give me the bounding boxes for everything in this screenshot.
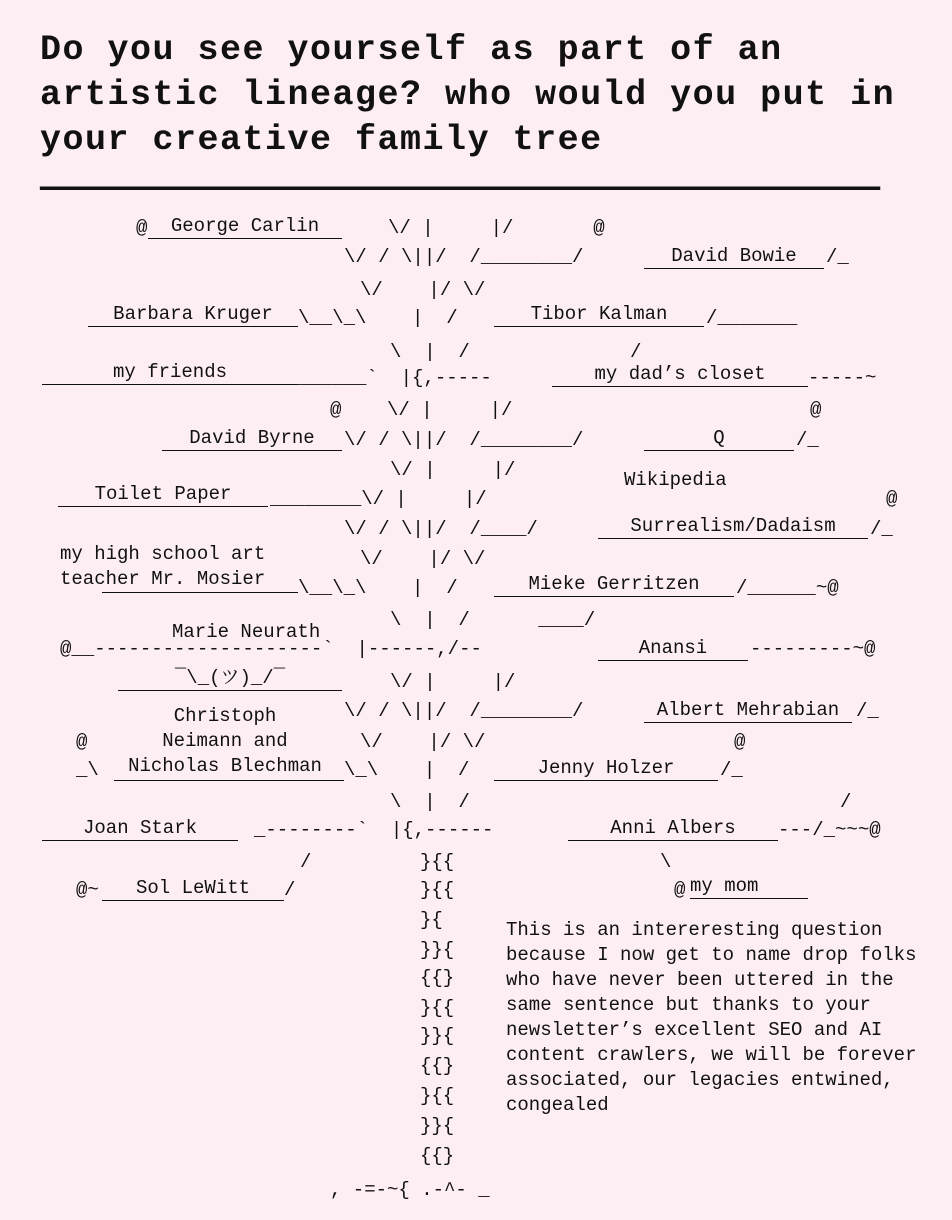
tree-roots: , -=-~{ .-^- _: [330, 1179, 490, 1201]
trunk-row: }{{: [420, 1085, 455, 1107]
name-toilet-paper: Toilet Paper: [58, 482, 268, 507]
name-jenny-holzer: Jenny Holzer: [494, 756, 718, 781]
name-david-bowie: David Bowie: [644, 244, 824, 269]
name-my-mom: my mom: [690, 874, 808, 899]
name-joan-stark: Joan Stark: [42, 816, 238, 841]
name-george-carlin: George Carlin: [148, 214, 342, 239]
name-sol-lewitt: Sol LeWitt: [102, 876, 284, 901]
name-tibor-kalman: Tibor Kalman: [494, 302, 704, 327]
name-mieke-gerritzen: Mieke Gerritzen: [494, 572, 734, 597]
name-anansi: Anansi: [598, 636, 748, 661]
trunk-row: }}{: [420, 1025, 455, 1047]
trunk-row: }{{: [420, 851, 455, 873]
name-albert-mehrabian: Albert Mehrabian: [644, 698, 852, 723]
trunk-row: }}{: [420, 939, 455, 961]
name-surrealism-dadaism: Surrealism/Dadaism: [598, 514, 868, 539]
name-art-teacher: my high school art teacher Mr. Mosier: [60, 543, 266, 590]
name-christoph-nicholas: Christoph Neimann and Nicholas Blechman: [128, 705, 322, 777]
name-anni-albers: Anni Albers: [568, 816, 778, 841]
page-title: Do you see yourself as part of an artistic lineage? who would you put in your creative family tree: [40, 30, 918, 160]
trunk-row: {{}: [420, 967, 455, 989]
name-barbara-kruger: Barbara Kruger: [88, 302, 298, 327]
title-divider: ————————————————————————————————————————: [40, 168, 881, 208]
answer-note: This is an intereresting question because I now get to name drop folks who have never been uttered in the same sentence but thanks to your newsletter’s excellent SEO and AI content crawlers, we will be forever associated, our legacies entwined, congealed: [506, 919, 928, 1116]
name-q: Q: [644, 426, 794, 451]
name-shrug: ¯\_(ツ)_/¯: [118, 666, 342, 691]
trunk-row: {{}: [420, 1055, 455, 1077]
name-my-dads-closet: my dad’s closet: [552, 362, 808, 387]
name-wikipedia: Wikipedia: [624, 469, 727, 491]
name-david-byrne: David Byrne: [162, 426, 342, 451]
art-teacher-branch: [102, 592, 298, 593]
trunk-row: }}{: [420, 1115, 455, 1137]
trunk-row: }{{: [420, 879, 455, 901]
trunk-row: }{{: [420, 997, 455, 1019]
trunk-row: }{: [420, 909, 443, 931]
christoph-branch: [114, 780, 344, 781]
name-marie-neurath: Marie Neurath: [172, 621, 321, 643]
name-my-friends: my friends: [42, 360, 298, 385]
trunk-row: {{}: [420, 1145, 455, 1167]
